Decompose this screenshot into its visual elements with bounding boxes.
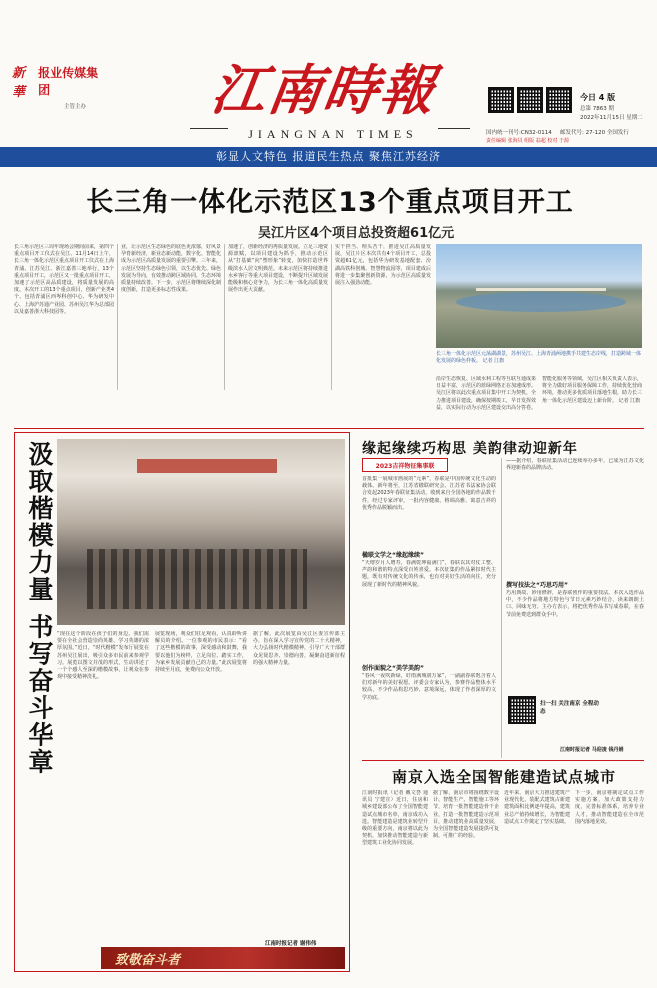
nanjing-column-1: 江南时报讯（记者 戴文荟 通讯员 宁建宣）近日，住房和城乡建设部公布了全国智能建造试点城市名单，南京成功入选。智能建造是建筑业转型升级的重要方向，南京将以此为契机，加快推动智能建造与新型建筑工业化协同发展。 xyxy=(362,790,428,847)
lead-photo-bridge xyxy=(476,288,606,291)
postal-code: 邮发代号: 27-120 全国发行 xyxy=(560,130,629,136)
publisher-logo-mark: 新華 xyxy=(12,66,26,100)
calligraphy-banner xyxy=(101,947,345,969)
calligraphy-section xyxy=(14,432,350,972)
culture-title: 缘起缘续巧构思 美韵律动迎新年 xyxy=(362,441,578,457)
issue-date: 2022年11月15日 星期二 xyxy=(580,115,643,121)
column-rule xyxy=(224,244,225,390)
lead-headline: 长三角一体化示范区13个重点项目开工 xyxy=(86,187,574,218)
nanjing-column-2: 据了解，南京市将围绕数字设计、智能生产、智能施工等环节，培育一批智能建造骨干企业，打造一批智能建造示范项目，推动建筑业高质量发展，为全国智能建造发展提供可复制、可推广的经验。 xyxy=(433,790,499,840)
culture-body-3: 巧用典故、妙用修辞，是春联创作的重要技法。本次入选作品中，不少作品将地方特色与节日元素巧妙结合，读来朗朗上口、回味无穷。主办方表示，将把优秀作品书写成春联，在春节前免费送到群众手中。 xyxy=(506,590,644,618)
culture-subhead-3: 撰写技法之“巧思巧用” xyxy=(506,582,568,589)
nanjing-title: 南京入选全国智能建造试点城市 xyxy=(392,768,617,786)
lead-column-2: 业，让示范区生态绿色的底色更浓郁，好风景孕育新经济，新业态新动能，数字化、智能化成为示范区高质量发展的重要引擎。三年来，示范区坚持生态绿色引领，以生态优先、绿色发展为导向，有效推动跨区域协同，生态环境质量持续改善。下一步，示范区将继续深化制度创新，打造更多标志性成果。 xyxy=(121,244,221,294)
calligraphy-column-b: 展览现场，观众们驻足观看，认真聆听讲解员的介绍。一位参观的市民表示：“看了这些楷模的故事，深受感动和鼓舞，我要以他们为榜样，立足岗位、踏实工作，为家乡发展贡献自己的力量。”此次展览将持续至月底，免费向公众开放。 xyxy=(155,631,247,674)
calligraphy-column-c: 据了解，此次展览由吴江区委宣传部主办，旨在深入学习宣传党的二十大精神，大力弘扬时代楷模精神，引导广大干部群众见贤思齐、崇德向善，凝聚奋进新征程的强大精神力量。 xyxy=(253,631,345,666)
culture-subhead-1: 楹联文学之“缘起缘续” xyxy=(362,552,424,559)
calligraphy-photo-banner xyxy=(137,459,277,473)
section-divider xyxy=(362,760,644,761)
lead-column-4: 实干担当、埋头苦干，推进吴江高质量发展，吴江片区本次共有4个项目开工，总投资超61亿元，包括华为研发基地配套、汾湖高铁科创城、智慧物流园等，项目建成后将进一步集聚创新资源，为示范区高质量发展注入强劲动能。 xyxy=(335,244,431,287)
column-rule xyxy=(501,458,502,758)
nanjing-column-3: 近年来，南京大力推进建筑产业现代化，装配式建筑占新建建筑面积比例逐年提高，建筑业总产值持续增长，为智能建造试点工作奠定了坚实基础。 xyxy=(504,790,570,825)
culture-subhead-2: 创作面貌之“美学美韵” xyxy=(362,665,424,672)
culture-qr-code[interactable] xyxy=(508,696,536,724)
lead-subheadline: 吴江片区4个项目总投资超61亿元 xyxy=(258,226,455,241)
masthead-subtitle-en: JIANGNAN TIMES xyxy=(228,127,438,142)
calligraphy-banner-text: 致敬奋斗者 xyxy=(115,952,181,968)
publisher-name: 报业传媒集团 xyxy=(38,66,99,97)
culture-badge xyxy=(362,458,448,472)
lead-column-5: 沿岸生态恢复、区域水利工程等互联互通成果日益丰富，示范区的蓝绿网络正在加速成形。吴江区将以此次重点项目集中开工为契机，全力推进项目建设，确保按期竣工，早日发挥效益，以实际行动为示范区建设交出高分答卷。 xyxy=(436,376,536,411)
culture-badge-text: 2023吉祥物征集事联 xyxy=(375,462,435,470)
calligraphy-vertical-title: 汲取楷模力量 书写奋斗华章 xyxy=(25,441,54,776)
qr-code-1 xyxy=(488,87,514,113)
calligraphy-column-a: “现在这个阶段在孩子们的身边，我们需要在全社会营造崇尚英雄、学习英雄的浓厚氛围。”近日，“时代楷模”发布厅展览在苏州吴江展出，吸引众多市民前来参观学习。展览以图文并茂的形式，生动讲述了一个个感人至深的楷模故事，让观众在参观中接受精神洗礼。 xyxy=(57,631,149,681)
calligraphy-photo xyxy=(57,439,345,625)
publisher-logo xyxy=(12,62,102,110)
culture-qr-label: 扫一扫 关注南京 全程动态 xyxy=(540,701,599,715)
nanjing-column-4: 下一步，南京将制定试点工作实施方案，加大政策支持力度，完善标准体系，培养专业人才，推动智能建造在全市范围内落地见效。 xyxy=(575,790,644,825)
culture-body-4: ——据介绍，春联征集活动已连续举办多年，已成为江苏文化界迎新春的品牌活动。 xyxy=(506,458,644,472)
slogan-text: 彰显人文特色 报道民生热点 聚焦江苏经济 xyxy=(216,150,441,163)
culture-credit: 江南时报记者 马迎凌 钱丹娟 xyxy=(560,747,624,753)
cn-code: 国内统一刊号:CN32-0114 xyxy=(486,130,552,136)
culture-intro: 首批集一展城市画展的“元素”，春联是中国传统文化生动的载体。新年将至，江苏省楹联研究会、江苏省书法家协会联合发起2023年春联征集活动，收到来自全国各地的作品数千件，经过专家评审，一批内容健康、格调高雅、寓意吉祥的优秀作品脱颖而出。 xyxy=(362,476,496,511)
lead-column-6: 智能化服务等领域，吴江区相关负责人表示，将全力做好项目服务保障工作，持续优化营商环境，推动更多优质项目落地生根，助力长三角一体化示范区建设迈上新台阶。 记者 江旗 xyxy=(542,376,642,404)
publisher-sponsor: 主管主办 xyxy=(64,104,87,110)
slogan-bar xyxy=(0,147,657,167)
issue-number: 总第 7863 期 xyxy=(580,106,614,112)
lead-photo xyxy=(436,244,642,348)
lead-photo-caption: 长三角一体化示范区元荡湖湖景，苏州吴江、上海青浦两地携手共建生态岸线，打造跨域一体化发展的绿色样板。 记者 江旗 xyxy=(436,351,642,364)
qr-code-2 xyxy=(517,87,543,113)
masthead-editors: 责任编辑 张海贝 组版 翁超 校对 于源 xyxy=(486,138,569,144)
column-rule xyxy=(117,244,118,390)
page-count: 今日 4 版 xyxy=(580,93,616,102)
qr-code-3 xyxy=(546,87,572,113)
lead-photo-lake xyxy=(456,292,626,312)
culture-body-1: “天增岁月人增寿，春满乾坤福满门”，春联以其对仗工整、声韵和谐的特点深受百姓喜爱。本次征集的作品紧扣时代主题，既有对传统文化的传承，也有对美好生活的向往，充分展现了新时代的精神风貌。 xyxy=(362,560,496,588)
lead-column-3: 加速了，创新经济的再质量发展。立足三地资源禀赋，以项目建设为抓手，推动示范区从“打基础”向“塑形象”转变，加快打造世界级滨水人居文明典范。未来示范区将持续推进水乡客厅等重大项目建设，不断提升区域发展能级和核心竞争力，为长三角一体化高质量发展作出更大贡献。 xyxy=(228,244,328,294)
calligraphy-credit: 江南时报记者 谢伟伟 xyxy=(265,941,317,947)
lead-column-1: 长三角示范区三周年现场会期间前来，第四个重点项目开工仪式在吴江、11月14日上午，长三角一体化示范区重点项目开工仪式在上海青浦、江苏吴江、浙江嘉善三地举行，13个重点项目开工，示范区又一批重点项目开工，加速了示范区高品质建设，将质量发展的高度。本次开工的13个重点项目，创新产业类4个、包括青浦区西岑科创中心、华为研发中心、上海沪苏通产业园、苏州吴江华为总部园以及嘉善浙大科技园等。 xyxy=(14,244,114,315)
calligraphy-photo-crowd xyxy=(87,549,307,609)
masthead-title: 江南時報 xyxy=(207,58,441,122)
culture-body-2: “春风一夜吹新绿，好雨满城润万家”，一副副春联饱含着人们对新年的美好祝愿。评委会专家认为，参赛作品整体水平较高，不少作品构思巧妙、意境深远，体现了作者深厚的文学功底。 xyxy=(362,673,496,701)
section-divider xyxy=(14,428,644,429)
column-rule xyxy=(331,244,332,390)
